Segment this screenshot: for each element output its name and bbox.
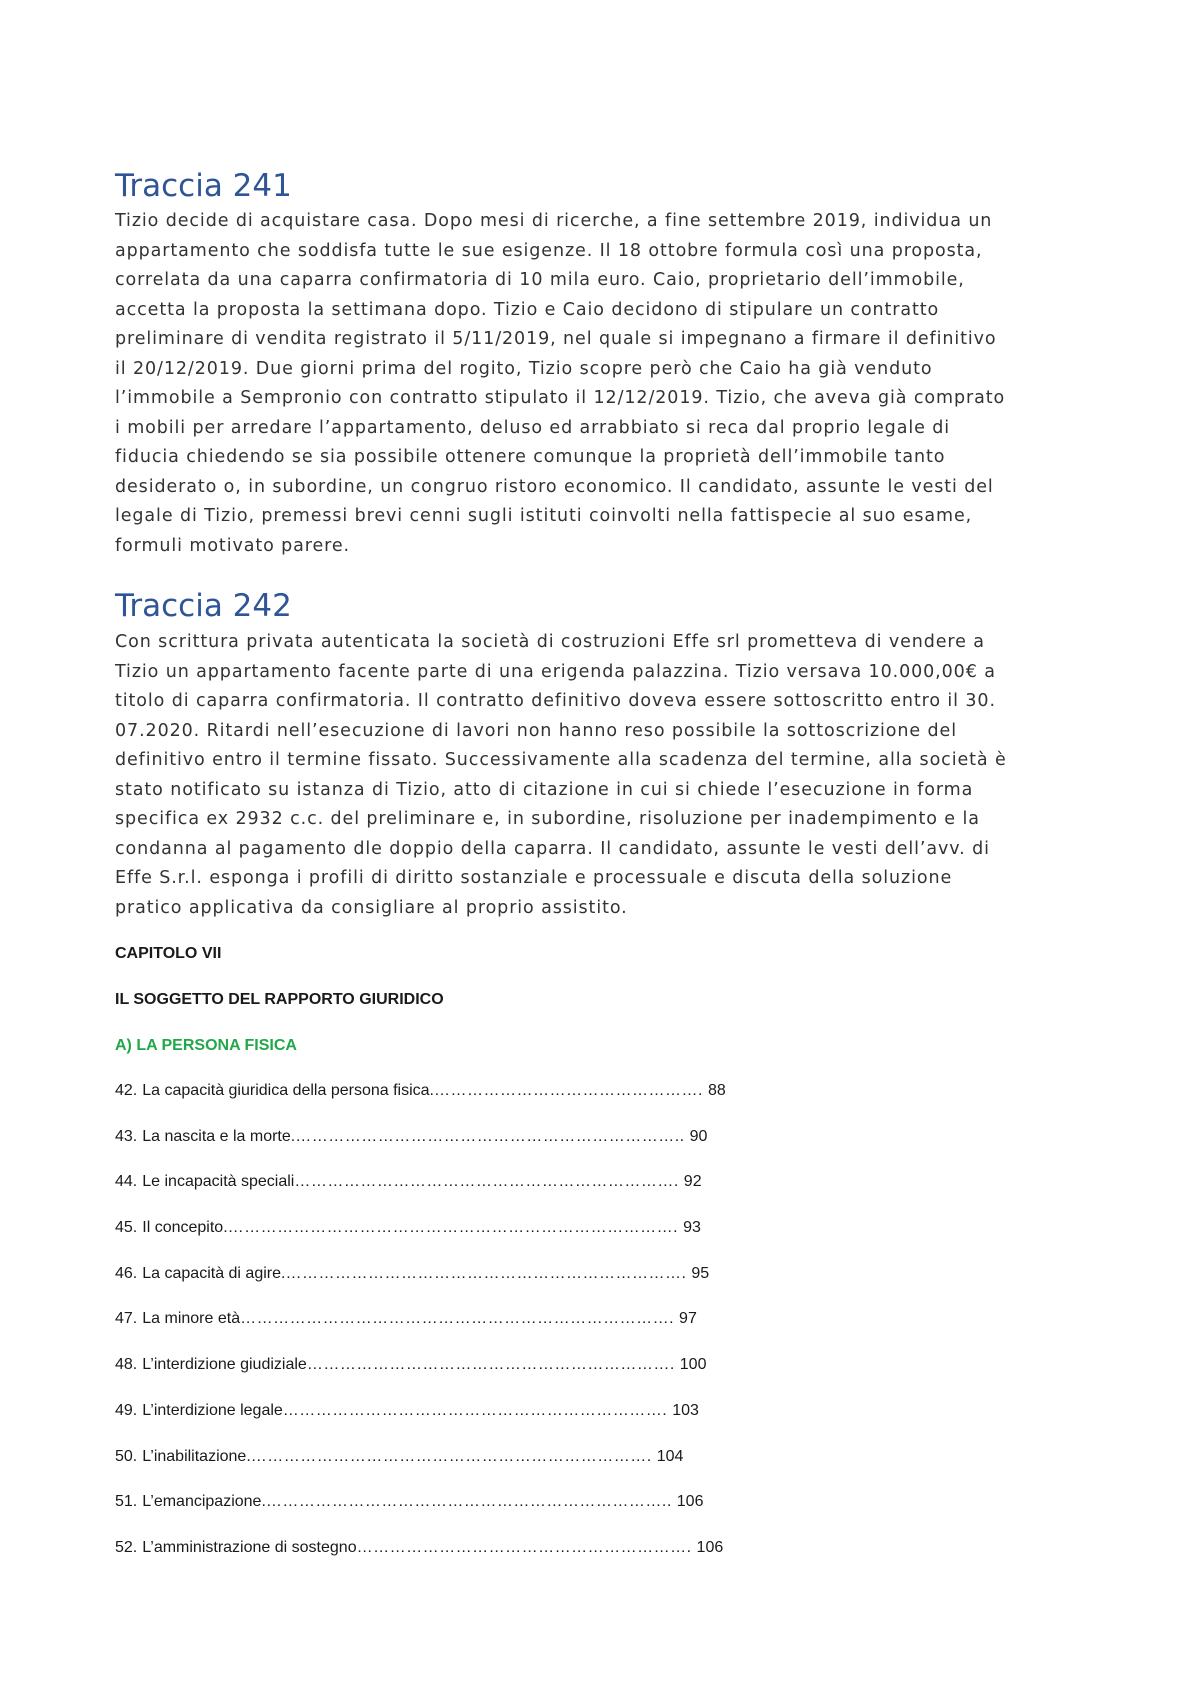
text-line: Effe S.r.l. esponga i profili di diritto sostanziale e processuale e discuta della soluzione	[115, 868, 953, 888]
toc-entry-page: 100	[679, 1356, 707, 1374]
toc-entry-page: 97	[679, 1310, 697, 1328]
text-line: Con scrittura privata autenticata la società di costruzioni Effe srl prometteva di vendere a	[115, 632, 985, 652]
toc-entry-page: 106	[696, 1538, 724, 1556]
toc-entry-number: 44.	[115, 1173, 138, 1191]
toc-entry-page: 92	[683, 1173, 702, 1191]
toc-entry-number: 48.	[115, 1356, 138, 1374]
text-line: formuli motivato parere.	[115, 535, 351, 556]
toc-entry-title: L’interdizione giudiziale	[142, 1356, 307, 1374]
text-line: legale di Tizio, premessi brevi cenni sugli istituti coinvolti nella fattispecie al suo esame,	[115, 506, 973, 526]
toc-entry-leader: ……………………………………………………………….	[250, 1447, 652, 1465]
toc-entry-leader: ………………………………………………………………..	[265, 1493, 672, 1511]
toc-entry[interactable]	[115, 1172, 726, 1218]
toc-entry-title: Le incapacità speciali	[142, 1173, 295, 1191]
text-line: stato notificato su istanza di Tizio, atto di citazione in cui si chiede l’esecuzione in forma	[115, 779, 974, 800]
toc-entry[interactable]	[115, 1447, 726, 1493]
text-line: desiderato o, in subordine, un congruo ristoro economico. Il candidato, assunte le vesti del	[115, 476, 994, 497]
toc-entry-title: L’interdizione legale	[142, 1401, 283, 1419]
traccia-241-text	[115, 207, 1090, 561]
text-line: titolo di caparra confirmatoria. Il contratto definitivo doveva essere sottoscritto entro il 30.	[115, 691, 996, 711]
toc-entry-number: 51.	[115, 1493, 138, 1511]
toc-entry-title: La capacità giuridica della persona fisica.	[142, 1082, 434, 1099]
toc-entry[interactable]	[115, 1218, 726, 1264]
toc-entry[interactable]	[115, 1401, 726, 1447]
toc-entry-number: 49.	[115, 1401, 138, 1419]
toc-entry-leader: …………………………………………………….	[356, 1538, 692, 1556]
toc-entry-title: Il concepito.	[142, 1219, 228, 1237]
toc-entry-leader: …………………………………………………………….	[294, 1173, 679, 1191]
toc-entry-page: 104	[656, 1447, 684, 1465]
toc-entry[interactable]	[115, 1081, 726, 1127]
toc-entry-page: 88	[707, 1082, 726, 1099]
text-line: definitivo entro il termine fissato. Successivamente alla scadenza del termine, alla società è	[115, 750, 1007, 770]
toc-entry-leader: ……………………………………………………………..	[295, 1127, 685, 1145]
toc-entry-title: L’emancipazione.	[142, 1493, 266, 1511]
chapter-title: IL SOGGETTO DEL RAPPORTO GIURIDICO	[115, 991, 444, 1008]
toc-entry[interactable]	[115, 1127, 726, 1173]
text-line: appartamento che soddisfa tutte le sue esigenze. Il 18 ottobre formula così una proposta,	[115, 240, 983, 261]
toc-entry-title: La nascita e la morte.	[142, 1127, 296, 1145]
text-line: accetta la proposta la settimana dopo. Tizio e Caio decidono di stipulare un contratto	[115, 299, 940, 320]
toc-entry-number: 52.	[115, 1538, 138, 1556]
toc-entry[interactable]	[115, 1264, 726, 1310]
text-line: fiducia chiedendo se sia possibile ottenere comunque la proprietà dell’immobile tanto	[115, 447, 946, 467]
toc-entry-number: 42.	[115, 1082, 138, 1099]
text-line: Tizio decide di acquistare casa. Dopo mesi di ricerche, a fine settembre 2019, individua un	[115, 211, 993, 231]
text-line: condanna al pagamento dle doppio della caparra. Il candidato, assunte le vesti dell’avv. di	[115, 838, 990, 859]
text-line: pratico applicativa da consigliare al proprio assistito.	[115, 897, 628, 918]
text-line: il 20/12/2019. Due giorni prima del rogito, Tizio scopre però che Caio ha già venduto	[115, 358, 933, 379]
toc-entry-page: 95	[691, 1264, 710, 1282]
toc-entry-number: 46.	[115, 1264, 138, 1282]
text-line: 07.2020. Ritardi nell’esecuzione di lavori non hanno reso possibile la sottoscrizione del	[115, 720, 957, 741]
toc-entry-page: 93	[683, 1219, 701, 1237]
toc-entry-leader: ………………………………………………………….	[306, 1356, 675, 1374]
toc-entry-leader: ……………………………………………………………………….	[227, 1219, 679, 1237]
toc-entry[interactable]	[115, 1355, 726, 1401]
traccia-242-text	[115, 628, 1090, 923]
toc-entry-leader: ………………………………………….	[433, 1082, 703, 1099]
toc-entry-page: 103	[672, 1401, 699, 1419]
traccia-241-heading: Traccia 241	[115, 168, 292, 204]
toc-entry-number: 50.	[115, 1447, 138, 1465]
text-line: l’immobile a Sempronio con contratto stipulato il 12/12/2019. Tizio, che aveva già comprato	[115, 388, 1006, 408]
chapter-number: CAPITOLO VII	[115, 945, 222, 962]
toc-entry-page: 106	[676, 1493, 704, 1511]
toc-entry[interactable]	[115, 1538, 726, 1584]
toc-entry-leader: …………………………………………………………………….	[240, 1310, 675, 1328]
toc-entry-page: 90	[689, 1127, 708, 1145]
toc-entry-number: 45.	[115, 1219, 138, 1237]
text-line: preliminare di vendita registrato il 5/11/2019, nel quale si impegnano a firmare il definitivo	[115, 329, 997, 349]
toc-entry-title: La minore età	[142, 1310, 241, 1328]
toc-entry-title: La capacità di agire.	[142, 1264, 286, 1282]
toc-entry-leader: ……………………………………………………………….	[285, 1264, 687, 1282]
toc-entry-leader: …………………………………………………………….	[282, 1401, 668, 1419]
toc-entry-number: 43.	[115, 1127, 138, 1145]
toc-entry[interactable]	[115, 1309, 726, 1355]
toc-entry-title: L’inabilitazione.	[142, 1447, 251, 1465]
table-of-contents	[115, 1081, 726, 1584]
text-line: Tizio un appartamento facente parte di una erigenda palazzina. Tizio versava 10.000,00€ a	[115, 661, 996, 682]
text-line: correlata da una caparra confirmatoria di 10 mila euro. Caio, proprietario dell’immobile,	[115, 270, 965, 290]
text-line: i mobili per arredare l’appartamento, deluso ed arrabbiato si reca dal proprio legale di	[115, 417, 950, 438]
traccia-242-heading: Traccia 242	[115, 588, 292, 624]
toc-entry-title: L’amministrazione di sostegno	[142, 1538, 357, 1556]
section-heading: A) LA PERSONA FISICA	[115, 1037, 297, 1054]
text-line: specifica ex 2932 c.c. del preliminare e, in subordine, risoluzione per inadempimento e la	[115, 809, 980, 829]
toc-entry-number: 47.	[115, 1310, 138, 1328]
toc-entry[interactable]	[115, 1492, 726, 1538]
